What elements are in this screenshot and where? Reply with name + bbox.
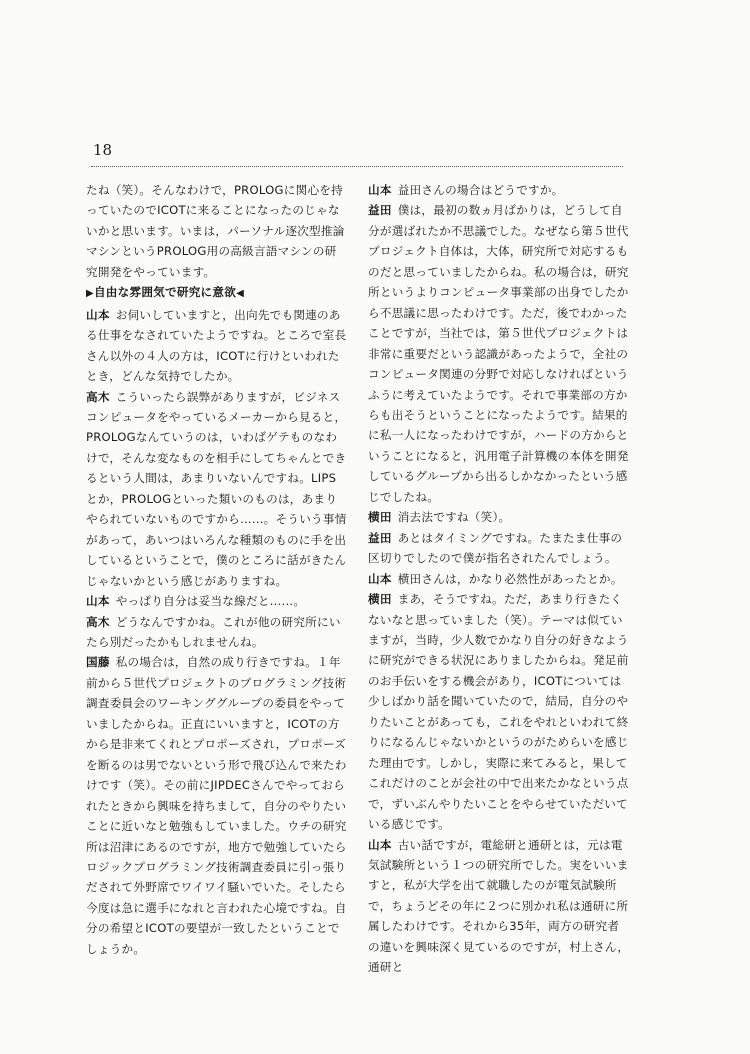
speaker-name: 山本 [368,183,392,197]
speaker-name: 益田 [368,530,392,545]
dialogue-line [368,200,630,507]
triangle-left-icon: ◀ [236,288,245,300]
dialogue-line [368,507,630,527]
dialogue-text: 古い話ですが，電総研と通研とは，元は電気試験所という１つの研究所でした。実をいいますと，私が大学を出て就職したのが電気試験所で，ちょうどその年に２つに別かれ私は通研に所属したわけです。それから35年，両方の研究者の違いを興味深く見ているのですが，村上さん，通研と [368,837,630,975]
dialogue-text: こういったら誤弊がありますが，ビジネスコンピュータをやっているメーカーから見ると，PROLOGなんていうのは，いわばゲテものなわけで，そんな変なものを相手にしてちゃんとできるという人間は，あまりいないんですね。LIPSとか，PROLOGといった類いのものは，あまりやられていないものですから……。そういう事情があって，あいつはいろんな種類のものに手を出しているということで，僕のところに話がきたんじゃないかという感じがありますね。 [86,389,347,588]
dialogue-text: どうなんですかね。これが他の研究所にいたら別だったかもしれませんね。 [86,614,341,649]
speaker-name: 益田 [368,203,392,218]
dialogue-text: お伺いしていますと，出向先でも関連のある仕事をなされていたようですね。ところで室長さん以外の４人の方は，ICOTに行けといわれたとき，どんな気持でしたか。 [86,307,347,384]
dialogue-text: 僕は，最初の数ヵ月ばかりは，どうして自分が選ばれたか不思議でした。なぜなら第５世代プロジェクト自体は，大体，研究所で対応するものだと思っていましたからね。私の場合は，研究所というよりコンピュータ事業部の出身でしたから不思議に思ったわけです。ただ，後でわかったことですが，当社では，第５世代プロジェクトは非常に重要だという認識があったようで，全社のコンピュータ関連の分野で対応しなければというふうに考えていたようです。それで事業部の方からも出そうということになったようです。結果的に私一人になったわけですが，ハードの方からということになると，汎用電子計算機の本体を開発しているグループから出るしかなかったという感じでしたね。 [368,203,629,504]
left-column [86,180,348,959]
dialogue-line [368,528,630,569]
dialogue-line [368,835,630,978]
dialogue-line [86,591,348,611]
dialogue-line [368,589,630,834]
dialogue-line [86,387,348,592]
speaker-name: 横田 [368,510,392,525]
dialogue-text: あとはタイミングですね。たまたま仕事の区切りでしたので僕が指名されたんでしょう。 [368,530,623,566]
right-column [368,180,630,978]
speaker-name: 山本 [86,594,110,609]
intro-paragraph: たね（笑）。そんなわけで，PROLOGに関心を持っていたのでICOTに来ることになったのじゃないかと思います。いまは，パーソナル逐次型推論マシンというPROLOG用の高級言語マシンの研究開発をやっています。 [86,183,345,279]
dialogue-text: 益田さんの場合はどうですか。 [397,183,564,197]
dialogue-line [368,569,630,589]
dialogue-line [86,652,348,959]
dialogue-text: まあ，そうですね。ただ，あまり行きたくないなと思っていました（笑）。テーマは似ていますが，当時，少人数でかなり自分の好きなように研究ができる状況にありましたからね。発足前のお手伝いをする機会があり，ICOTについては少しばかり話を聞いていたので，結局，自分のやりたいことがあっても，これをやれといわれて終りになるんじゃないかというのがためらいを感じた理由です。しかし，実際に来てみると，果してこれだけのことが会社の中で出来たかなという点で，ずいぶんやりたいことをやらせていただいている感じです。 [368,592,629,832]
section-heading [86,282,348,304]
dialogue-text: 消去法ですね（笑）。 [397,510,511,525]
speaker-name: 山本 [86,307,110,322]
triangle-right-icon: ▶ [86,288,94,300]
speaker-name: 山本 [368,837,392,852]
speaker-name: 山本 [368,571,392,586]
header-rule [91,166,623,167]
speaker-name: 高木 [86,389,110,404]
speaker-name: 横田 [368,592,392,607]
speaker-name: 高木 [86,614,110,629]
dialogue-text: 横田さんは，かなり必然性があったとか。 [397,571,623,586]
dialogue-text: 私の場合は，自然の成り行きですね。１年前から５世代プロジェクトのプログラミング技術調査委員会のワーキンググループの委員をやっていましたからね。正直にいいますと，ICOTの方から是非来てくれとプロポーズされ，プロポーズを断るのは男でないという形で飛び込んで来たわけです（笑）。その前にJIPDECさんでやっておられたときから興味を持ちまして，自分のやりたいことに近いなと勉強もしていました。ウチの研究所は沼津にあるのですが，地方で勉強していたらロジックプログラミング技術調査委員に引っ張りだされて外野席でワイワイ騒いでいた。そしたら今度は急に選手になれと言われた心境ですね。自分の希望とICOTの要望が一致したということでしょうか。 [86,655,347,956]
dialogue-line [86,305,348,387]
dialogue-text: やっぱり自分は妥当な線だと……。 [115,594,306,609]
section-heading-text: 自由な雰囲気で研究に意欲 [93,285,237,300]
dialogue-line [368,180,630,200]
dialogue-line [86,612,348,653]
page-number: 18 [93,141,113,159]
speaker-name: 国藤 [86,655,110,670]
